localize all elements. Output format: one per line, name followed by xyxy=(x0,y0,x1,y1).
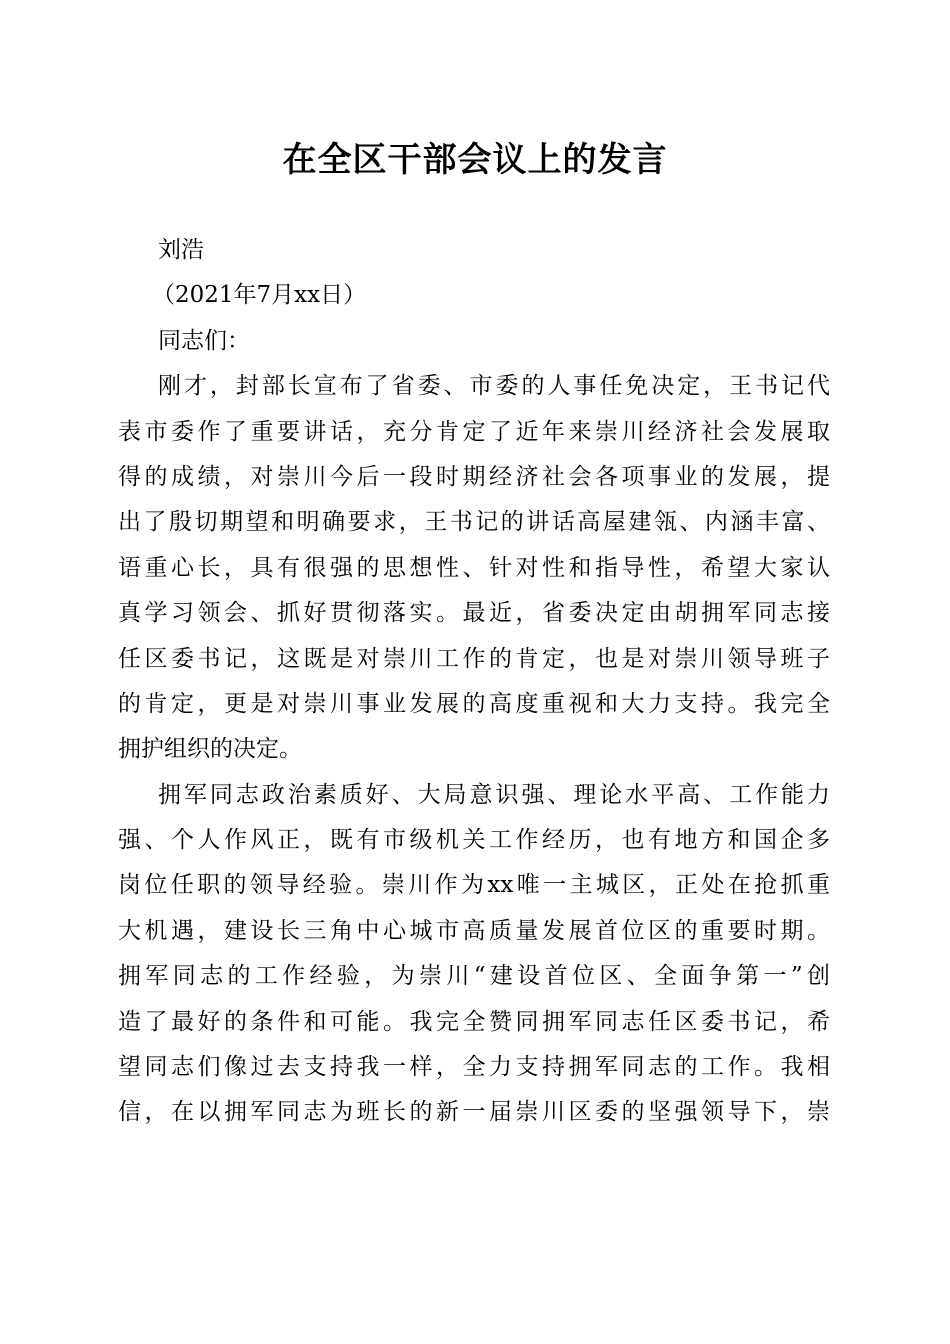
paragraph-1-line: 任区委书记，这既是对崇川工作的肯定，也是对崇川领导班子 xyxy=(118,645,830,672)
paragraph-1-line: 语重心长，具有很强的思想性、针对性和指导性，希望大家认 xyxy=(118,554,830,581)
paragraph-2-line: 望同志们像过去支持我一样，全力支持拥军同志的工作。我相 xyxy=(118,1054,830,1081)
paragraph-2-line: 拥军同志政治素质好、大局意识强、理论水平高、工作能力 xyxy=(158,781,830,808)
paragraph-1-line: 刚才，封部长宣布了省委、市委的人事任免决定，王书记代 xyxy=(158,373,830,400)
paragraph-2-line: 拥军同志的工作经验，为崇川“建设首位区、全面争第一”创 xyxy=(118,963,830,990)
paragraph-1-line: 得的成绩，对崇川今后一段时期经济社会各项事业的发展，提 xyxy=(118,463,830,490)
salutation-line: 同志们： xyxy=(158,327,250,354)
paragraph-1-line: 出了殷切期望和明确要求，王书记的讲话高屋建瓴、内涵丰富、 xyxy=(118,509,830,536)
paragraph-2-line: 信，在以拥军同志为班长的新一届崇川区委的坚强领导下，崇 xyxy=(118,1099,830,1126)
paragraph-2-line: 岗位任职的领导经验。崇川作为xx唯一主城区，正处在抢抓重 xyxy=(118,872,830,899)
date-line: （2021年7月xx日） xyxy=(152,282,367,309)
author-line: 刘浩 xyxy=(158,237,204,263)
paragraph-1-line: 的肯定，更是对崇川事业发展的高度重视和大力支持。我完全 xyxy=(118,690,830,717)
paragraph-2-line: 强、个人作风正，既有市级机关工作经历，也有地方和国企多 xyxy=(118,827,830,854)
paragraph-1-line: 真学习领会、抓好贯彻落实。最近，省委决定由胡拥军同志接 xyxy=(118,600,830,627)
paragraph-1-line: 拥护组织的决定。 xyxy=(118,736,302,763)
paragraph-2-line: 造了最好的条件和可能。我完全赞同拥军同志任区委书记，希 xyxy=(118,1008,830,1035)
document-title: 在全区干部会议上的发言 xyxy=(282,140,668,180)
document-body xyxy=(118,228,830,1136)
paragraph-1-line: 表市委作了重要讲话，充分肯定了近年来崇川经济社会发展取 xyxy=(118,418,830,445)
paragraph-2-line: 大机遇，建设长三角中心城市高质量发展首位区的重要时期。 xyxy=(118,917,830,944)
